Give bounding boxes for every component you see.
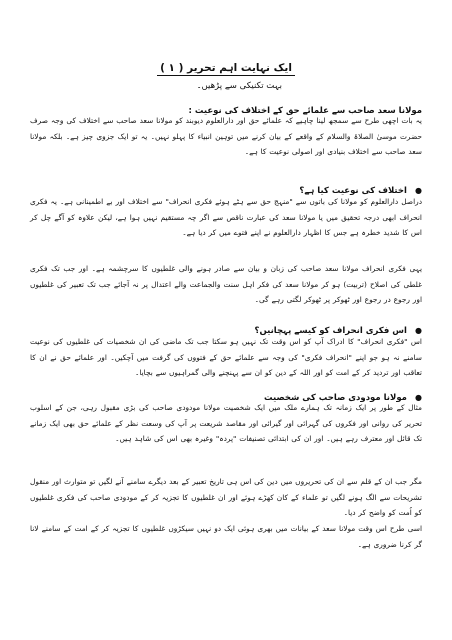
bullet-icon: ● [415, 186, 422, 195]
section2-heading: اس فکری انحراف کو کیسے پہچانیں؟ [254, 326, 407, 336]
section1-paragraph2: یہی فکری انحراف مولانا سعد صاحب کی زبان و بیان سے صادر ہونے والی غلطیوں کا سرچشمہ ہے۔ اور جب تک فکری غلطی کی اصلاح (تربیت) ہو کر مولانا سعد کی فکر اہل سنت والجماعت والے اعتدال پر نہ آجائے جب تک تعبیر کی غلطیوں اور رجوع در رجوع اور ٹھوکر پر ٹھوکر لگتی رہے گی۔ [30, 264, 422, 304]
document-title: ایک نہایت اہم تحریر ( ۱ ) [157, 62, 295, 76]
section2-paragraph: اس "فکری انحراف" کا ادراک آپ کو اس وقت تک نہیں ہو سکتا جب تک ماضی کی ان شخصیات کی غلطیوں کی نوعیت سامنے نہ ہو جو اپنے "انحراف فکری" کی وجہ سے علمائے حق کے فتووں کی گرفت میں آچکیں۔ اور علمائے حق نے ان کا تعاقب اور تردید کر کے امت کو اور اللہ کے دین کو ان سے پہنچنے والی گمراہیوں سے بچایا۔ [30, 337, 422, 377]
section3-paragraph2: مگر جب ان کے قلم سے ان کی تحریروں میں دین کی اس ہی تاریخ تعبیر کے بعد دیگرے سامنے آنے لگیں تو متوارث اور منقول تشریحات سے الگ ہونے لگیں تو علماء کے کان کھڑے ہوئے اور ان غلطیوں کا تجزیہ کر کے مودودی صاحب کی فکری غلطیوں کو اُمت کو واضح کر دیا۔ [30, 477, 422, 517]
intro-heading: مولانا سعد صاحب سے علمائے حق کے اختلاف کی نوعیت : [188, 106, 422, 116]
document-subtitle: بہت تکنیکی سے پڑھیں۔ [196, 81, 282, 91]
section3-heading: مولانا مودودی صاحب کی شخصیت [263, 393, 407, 403]
bullet-icon: ● [415, 393, 422, 402]
intro-paragraph: یہ بات اچھی طرح سے سمجھ لینا چاہیے کہ علمائے حق اور دارالعلوم دیوبند کو مولانا سعد صاحب سے اختلاف کی وجہ صرف حضرت موسیٰ الصلاۃ والسلام کے واقعے کے بیان کرنے میں توہین انبیاء کا پہلو نہیں۔ یہ تو ایک جزوی چیز ہے۔ بلکہ مولانا سعد صاحب سے اختلاف بنیادی اور اصولی نوعیت کا ہے۔ [30, 116, 422, 156]
section1-paragraph1: دراصل دارالعلوم کو مولانا کی باتوں سے "منہج حق سے ہٹے ہوئے فکری انحراف" سے اختلاف اور بے اطمینانی ہے۔ یہ فکری انحراف ابھی درجہ تحقیق میں یا مولانا سعد کی عبارت ناقص سے اگر چہ مستقیم نہیں ہوا ہے، لیکن علاوہ کو آگے چل کر اس کا شدید خطرہ ہے جس کا اظہار دارالعلوم نے اپنے فتوے میں کر دیا ہے۔ [30, 197, 422, 237]
section3-paragraph1: مثال کے طور پر ایک زمانہ تک ہمارے ملک میں ایک شخصیت مولانا مودودی صاحب کی بڑی مقبول رہی، جن کے اسلوب تحریر کی روانی اور فکروں کی گہرائی اور گیرائی اور مقاصد شریعت پر آپ کی وسعت نظر کے علمائے حق بھی ایک زمانے تک قائل اور معترف رہے ہیں۔ اور ان کی ابتدائی تصنیفات "پردہ" وغیرہ بھی اس کی شاہد ہیں۔ [30, 403, 422, 443]
bullet-icon: ● [415, 326, 422, 335]
section1-heading: اختلاف کی نوعیت کیا ہے؟ [299, 186, 407, 196]
section3-paragraph3: اسی طرح اس وقت مولانا سعد کے بیانات میں بھری ہوئی ایک دو نہیں سیکڑوں غلطیوں کا تجزیہ کر کے امت کے سامنے لانا گر کرنا ضروری ہے۔ [30, 524, 422, 549]
title-wrap [0, 56, 452, 76]
